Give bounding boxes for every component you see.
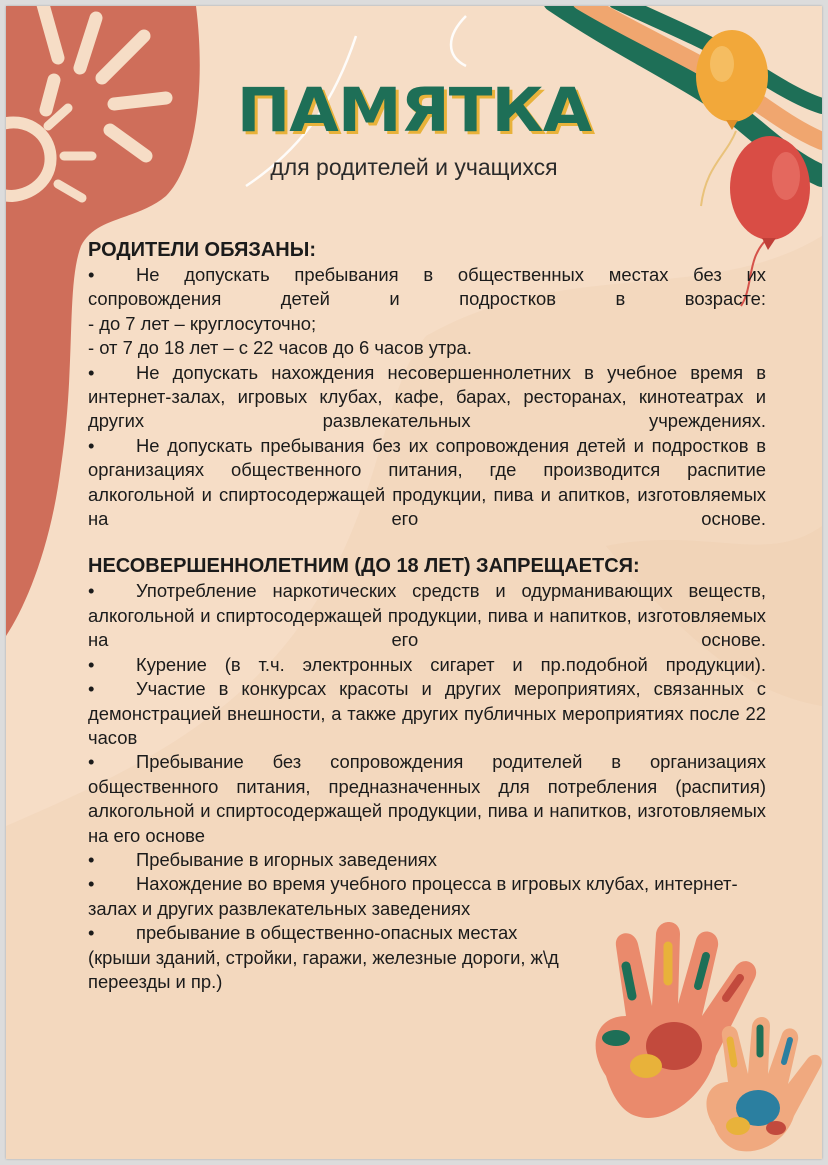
leaflet-page	[6, 6, 822, 1159]
list-item: - от 7 до 18 лет – с 22 часов до 6 часов утра.	[88, 337, 472, 359]
list-item: • Пребывание без сопровождения родителей в организациях общественного питания, предназначенных для потребления (распития) алкогольной и спиртосодержащей продукции, пива и напитков, изготовляемых на его основе	[88, 751, 766, 846]
list-item: • Не допускать нахождения несовершеннолетних в учебное время в интернет-залах, игровых клубах, кафе, барах, ресторанах, кинотеатрах и других развлекательных учреждениях.	[88, 361, 766, 432]
page-title: ПАМЯТКА	[236, 75, 592, 147]
section-heading: НЕСОВЕРШЕННОЛЕТНИМ (ДО 18 ЛЕТ) ЗАПРЕЩАЕТСЯ:	[88, 555, 640, 578]
section-heading: РОДИТЕЛИ ОБЯЗАНЫ:	[88, 239, 316, 261]
leaflet-text	[88, 237, 766, 994]
page-subtitle: для родителей и учащихся	[270, 154, 558, 180]
list-item: • Нахождение во время учебного процесса в игровых клубах, интернет-залах и других развлекательных заведениях	[88, 873, 738, 919]
list-item: • Не допускать пребывания без их сопровождения детей и подростков в организациях общественного питания, где производится распитие алкогольной и спиртосодержащей продукции, пива и апитков, изготовляемых на его основе.	[88, 434, 766, 530]
list-item: • пребывание в общественно-опасных местах (крыши зданий, стройки, гаражи, железные дороги, ж\д переезды и пр.)	[88, 922, 559, 992]
list-item: • Курение (в т.ч. электронных сигарет и пр.подобной продукции).	[88, 653, 766, 675]
list-item: • Не допускать пребывания в общественных местах без их сопровождения детей и подростков в возрасте:	[88, 264, 766, 310]
list-item: • Участие в конкурсах красоты и других мероприятиях, связанных с демонстрацией внешности, а также других публичных мероприятиях после 22 часов	[88, 678, 766, 748]
list-item: • Пребывание в игорных заведениях	[88, 848, 437, 870]
list-item: - до 7 лет – круглосуточно;	[88, 312, 317, 334]
list-item: • Употребление наркотических средств и одурманивающих веществ, алкогольной и спиртосодержащей продукции, пива и напитков, изготовляемых на его основе.	[88, 580, 766, 651]
